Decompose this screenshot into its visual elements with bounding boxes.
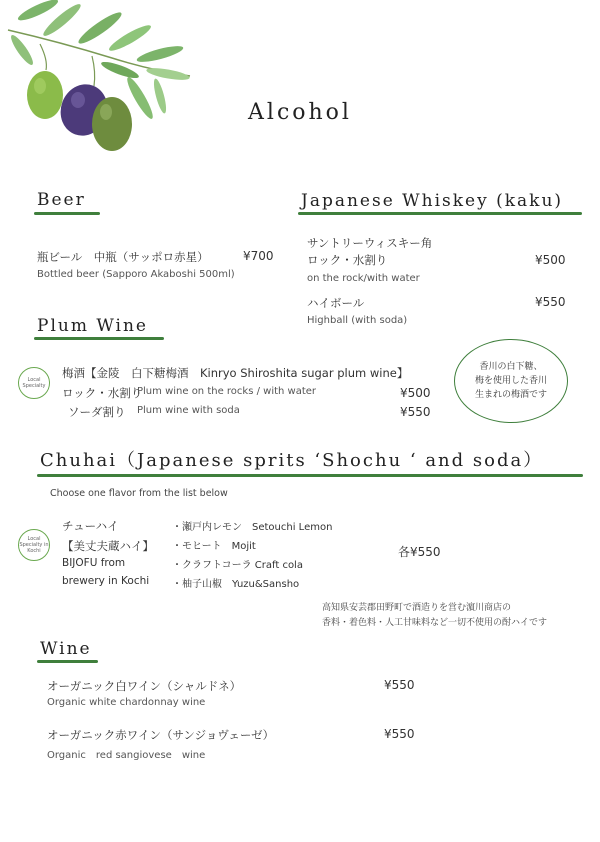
beer-price: ¥700 bbox=[243, 249, 274, 263]
plum-note-circle bbox=[454, 339, 568, 423]
plum-item2-en: Plum wine with soda bbox=[137, 405, 240, 416]
beer-item-jp: 瓶ビール 中瓶（サッポロ赤星） bbox=[37, 250, 209, 264]
plum-item2-price: ¥550 bbox=[400, 405, 431, 419]
section-heading-whiskey: Japanese Whiskey (kaku) bbox=[301, 191, 564, 211]
chuhai-name-line1: チューハイ bbox=[62, 519, 119, 533]
section-heading-wine: Wine bbox=[40, 639, 92, 659]
wine-underline bbox=[37, 660, 98, 663]
plum-wine-underline bbox=[34, 337, 164, 340]
local-specialty-badge: Local Specialty bbox=[18, 367, 50, 399]
wine-item1-jp: オーガニック白ワイン（シャルドネ） bbox=[47, 679, 242, 693]
chuhai-flavor: ・柚子山椒 Yuzu&Sansho bbox=[172, 579, 300, 590]
whiskey-item2-jp: ハイボール bbox=[307, 296, 365, 310]
wine-item2-jp: オーガニック赤ワイン（サンジョヴェーゼ） bbox=[47, 728, 275, 742]
plum-note-line1: 香川の白下糖、 bbox=[479, 362, 543, 372]
wine-item1-price: ¥550 bbox=[384, 678, 415, 692]
plum-item1-en: Plum wine on the rocks / with water bbox=[137, 386, 317, 397]
wine-item1-en: Organic white chardonnay wine bbox=[47, 697, 206, 708]
beer-item-en: Bottled beer (Sapporo Akaboshi 500ml) bbox=[37, 269, 235, 280]
beer-underline bbox=[34, 212, 100, 215]
chuhai-instruction: Choose one flavor from the list below bbox=[50, 488, 228, 499]
whiskey-underline bbox=[298, 212, 582, 215]
plum-item1-price: ¥500 bbox=[400, 386, 431, 400]
chuhai-flavor: ・クラフトコーラ Craft cola bbox=[172, 560, 303, 571]
section-heading-plum-wine: Plum Wine bbox=[37, 316, 148, 336]
olive-branch-illustration bbox=[0, 0, 200, 160]
whiskey-item1-price: ¥500 bbox=[535, 253, 566, 267]
whiskey-item1-en: on the rock/with water bbox=[307, 273, 420, 284]
local-specialty-kochi-badge: Local Specialty in Kochi bbox=[18, 529, 50, 561]
wine-item2-price: ¥550 bbox=[384, 727, 415, 741]
page-title: Alcohol bbox=[248, 100, 352, 125]
chuhai-note-line1: 高知県安芸郡田野町で酒造りを営む濵川商店の bbox=[322, 603, 512, 613]
whiskey-item1-jp-line2: ロック・水割り bbox=[307, 253, 388, 267]
chuhai-name-line2: 【美丈夫蔵ハイ】 bbox=[62, 539, 154, 553]
whiskey-item2-en: Highball (with soda) bbox=[307, 315, 408, 326]
plum-wine-name: 梅酒【金陵 白下糖梅酒 Kinryo Shiroshita sugar plum wine】 bbox=[62, 366, 409, 380]
whiskey-item2-price: ¥550 bbox=[535, 295, 566, 309]
chuhai-note-line2: 香料・着色料・人工甘味料など一切不使用の酎ハイです bbox=[322, 618, 548, 628]
section-heading-beer: Beer bbox=[37, 190, 86, 210]
section-heading-chuhai: Chuhai（Japanese sprits ‘Shochu ‘ and soda） bbox=[40, 450, 544, 471]
plum-item1-jp: ロック・水割り bbox=[62, 386, 143, 400]
wine-item2-en: Organic red sangiovese wine bbox=[47, 750, 206, 761]
plum-note-line3: 生まれの梅酒です bbox=[474, 390, 547, 400]
chuhai-flavor: ・瀬戸内レモン Setouchi Lemon bbox=[172, 522, 333, 533]
chuhai-price: 各¥550 bbox=[398, 545, 441, 559]
chuhai-underline bbox=[37, 474, 583, 477]
chuhai-flavor: ・モヒート Mojit bbox=[172, 541, 256, 552]
plum-note-line2: 梅を使用した香川 bbox=[474, 376, 547, 386]
chuhai-name-line4: brewery in Kochi bbox=[62, 575, 150, 587]
chuhai-name-line3: BIJOFU from bbox=[62, 557, 126, 569]
whiskey-item1-jp-line1: サントリーウィスキー角 bbox=[307, 236, 433, 250]
plum-item2-jp: ソーダ割り bbox=[68, 405, 126, 419]
